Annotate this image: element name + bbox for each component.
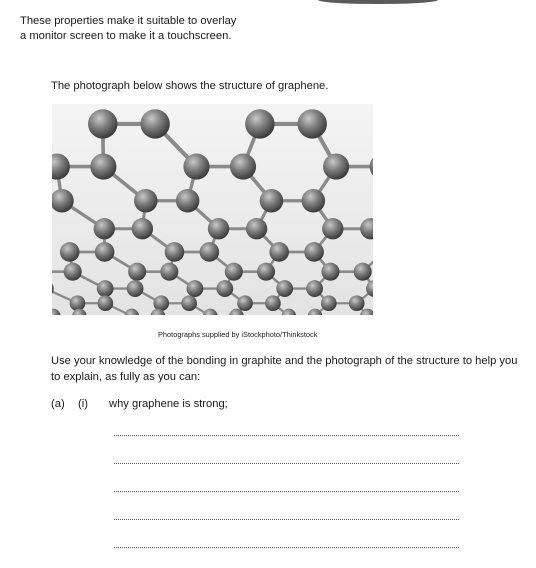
carbon-atom (354, 263, 372, 281)
carbon-atom (187, 280, 204, 297)
carbon-atom (257, 263, 275, 281)
photo-credit: Photographs supplied by iStockphoto/Thinkstock (158, 330, 318, 339)
carbon-atom (60, 242, 80, 262)
carbon-atom (90, 154, 116, 180)
carbon-atom (165, 242, 185, 262)
carbon-atom (88, 109, 117, 138)
part-a-label: (a) (51, 398, 65, 410)
intro-text (20, 14, 236, 44)
answer-line[interactable] (114, 463, 459, 464)
carbon-atom (322, 218, 343, 239)
answer-line[interactable] (114, 491, 459, 492)
carbon-atom (153, 295, 169, 311)
carbon-atom (208, 218, 229, 239)
carbon-atom (140, 109, 169, 138)
carbon-atom (321, 295, 337, 311)
carbon-atom (183, 154, 209, 180)
carbon-atom (260, 189, 284, 213)
carbon-atom (321, 263, 339, 281)
carbon-atom (134, 189, 158, 213)
carbon-atom (304, 242, 324, 262)
carbon-atom (70, 295, 86, 311)
carbon-atom (200, 242, 220, 262)
carbon-atom (298, 109, 327, 138)
carbon-atom (98, 295, 114, 311)
page-top-fragment (318, 0, 438, 4)
carbon-atom (237, 295, 253, 311)
question-line-2: to explain, as fully as you can: (51, 371, 201, 383)
carbon-atom (245, 109, 274, 138)
carbon-atom (181, 295, 197, 311)
part-i-text: why graphene is strong; (109, 398, 228, 410)
carbon-atom (323, 154, 349, 180)
intro-line-2: a monitor screen to make it a touchscreen. (20, 30, 232, 42)
photo-caption: The photograph below shows the structure of graphene. (51, 80, 329, 92)
carbon-atom (225, 263, 243, 281)
question-stem (51, 353, 531, 385)
carbon-atom (64, 263, 82, 281)
carbon-atom (246, 218, 267, 239)
carbon-atom (269, 242, 289, 262)
carbon-atom (302, 189, 326, 213)
carbon-atom (349, 295, 365, 311)
carbon-atom (306, 280, 323, 297)
carbon-atom (276, 280, 293, 297)
carbon-atom (265, 295, 281, 311)
graphene-photograph (52, 104, 373, 315)
intro-line-1: These properties make it suitable to overlay (20, 15, 237, 27)
carbon-atom (97, 280, 114, 297)
carbon-atom (127, 280, 144, 297)
carbon-atom (128, 263, 146, 281)
answer-line[interactable] (114, 435, 459, 436)
carbon-atom (176, 189, 200, 213)
carbon-atom (230, 154, 256, 180)
answer-line[interactable] (114, 519, 459, 520)
carbon-atom (216, 280, 233, 297)
carbon-atom (94, 218, 115, 239)
carbon-atom (95, 242, 115, 262)
carbon-atom (132, 218, 153, 239)
carbon-atom (160, 263, 178, 281)
part-i-label: (i) (78, 398, 88, 410)
answer-line[interactable] (114, 547, 459, 548)
question-line-1: Use your knowledge of the bonding in graphite and the photograph of the structure to help you (51, 355, 518, 367)
